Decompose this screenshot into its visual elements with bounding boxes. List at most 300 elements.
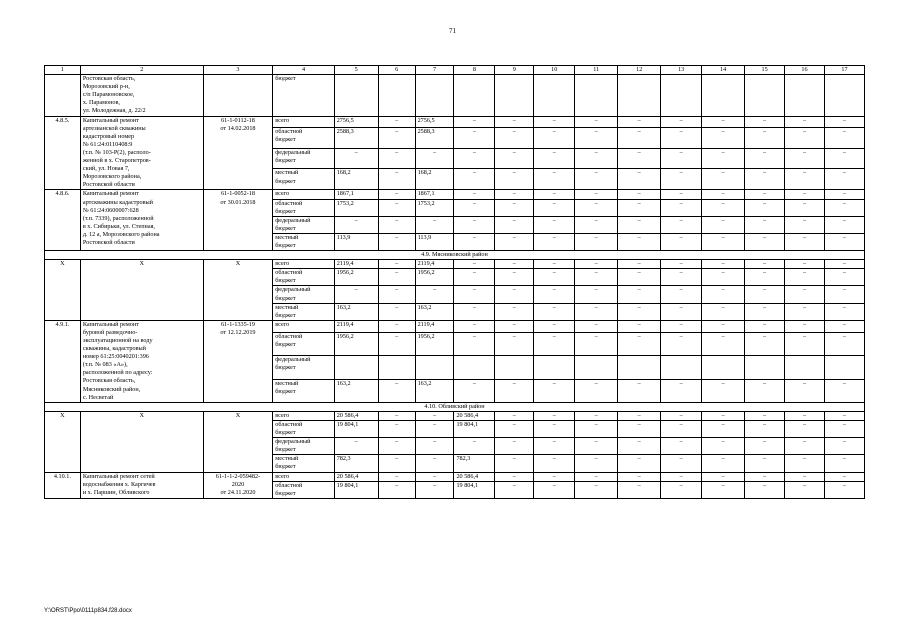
document-number: 61-1-0052-18 от 30.01.2018 xyxy=(203,190,273,251)
table-row xyxy=(45,260,865,269)
value-cell: – xyxy=(454,199,495,216)
document-number: 61-1-1335-19 от 12.12.2019 xyxy=(203,320,273,402)
object-name: Капитальный ремонт артскважины кадастровый № 61:24:0600007:628 (т.п. 7339), расположенной в х. Сибирьки, ул. Степная, д. 12 а, Морозовского района Ростовской области xyxy=(80,190,203,251)
value-cell: – xyxy=(702,438,745,455)
value-cell: – xyxy=(415,472,454,481)
value-cell: – xyxy=(824,438,864,455)
budget-source-label: федеральный бюджет xyxy=(273,438,334,455)
value-cell: – xyxy=(702,286,745,303)
value-cell: – xyxy=(785,455,825,472)
value-cell: – xyxy=(785,216,825,233)
value-cell: – xyxy=(534,169,575,190)
value-cell: – xyxy=(618,233,661,250)
value-cell xyxy=(534,356,575,379)
value-cell xyxy=(785,75,825,116)
object-name: Капитальный ремонт буровой разведочно- эксплуатационной на воду скважины, кадастровый номер 61:25:0040201:396 (т.п. № 083 «А»), расположенной по адресу: Ростовская область, Мясниковский район, с. Несветай xyxy=(80,320,203,402)
value-cell: – xyxy=(618,379,661,402)
section-row xyxy=(45,402,865,411)
value-cell: 20 586,4 xyxy=(454,472,495,481)
value-cell xyxy=(824,75,864,116)
value-cell: – xyxy=(702,233,745,250)
value-cell: – xyxy=(378,420,415,437)
column-number-cell: 2 xyxy=(80,66,203,75)
item-number: Х xyxy=(45,260,81,321)
value-cell: – xyxy=(824,269,864,286)
value-cell: – xyxy=(618,320,661,332)
value-cell: – xyxy=(495,190,534,199)
value-cell: – xyxy=(575,190,618,199)
value-cell: – xyxy=(495,116,534,127)
value-cell: – xyxy=(702,269,745,286)
budget-source-label: областной бюджет xyxy=(273,333,334,356)
value-cell: – xyxy=(534,127,575,148)
value-cell: – xyxy=(378,472,415,481)
value-cell xyxy=(334,356,378,379)
value-cell: 2588,3 xyxy=(415,127,454,148)
value-cell: 19 804,1 xyxy=(334,420,378,437)
budget-source-label: местный бюджет xyxy=(273,303,334,320)
value-cell: – xyxy=(745,438,785,455)
value-cell: – xyxy=(534,286,575,303)
value-cell: – xyxy=(575,269,618,286)
value-cell: – xyxy=(824,481,864,498)
value-cell: – xyxy=(378,481,415,498)
value-cell: – xyxy=(661,127,702,148)
value-cell: – xyxy=(495,411,534,420)
value-cell: – xyxy=(785,420,825,437)
value-cell: – xyxy=(534,260,575,269)
value-cell: 1956,2 xyxy=(415,269,454,286)
value-cell: – xyxy=(415,286,454,303)
value-cell: 1956,2 xyxy=(415,333,454,356)
value-cell: – xyxy=(534,411,575,420)
value-cell: – xyxy=(495,216,534,233)
value-cell xyxy=(575,356,618,379)
value-cell: – xyxy=(618,333,661,356)
value-cell xyxy=(745,75,785,116)
budget-source-label: федеральный бюджет xyxy=(273,216,334,233)
value-cell: 113,9 xyxy=(334,233,378,250)
section-title: 4.9. Мясниковский район xyxy=(45,251,865,260)
budget-source-label: местный бюджет xyxy=(273,169,334,190)
value-cell: – xyxy=(575,216,618,233)
item-number xyxy=(45,75,81,116)
value-cell: – xyxy=(702,260,745,269)
column-number-cell: 16 xyxy=(785,66,825,75)
value-cell: 1867,1 xyxy=(334,190,378,199)
value-cell: – xyxy=(575,148,618,169)
value-cell: – xyxy=(824,420,864,437)
value-cell: – xyxy=(378,199,415,216)
value-cell: – xyxy=(785,286,825,303)
value-cell: – xyxy=(415,420,454,437)
value-cell: – xyxy=(534,116,575,127)
value-cell: – xyxy=(454,320,495,332)
value-cell: – xyxy=(534,481,575,498)
column-number-cell: 3 xyxy=(203,66,273,75)
value-cell: 1867,1 xyxy=(415,190,454,199)
budget-source-label: федеральный бюджет xyxy=(273,286,334,303)
value-cell: – xyxy=(575,260,618,269)
budget-source-label: всего xyxy=(273,472,334,481)
value-cell: – xyxy=(824,320,864,332)
value-cell: – xyxy=(745,481,785,498)
value-cell: – xyxy=(661,190,702,199)
budget-source-label: всего xyxy=(273,411,334,420)
value-cell: – xyxy=(575,379,618,402)
value-cell: – xyxy=(785,481,825,498)
value-cell: – xyxy=(618,190,661,199)
item-number: 4.10.1. xyxy=(45,472,81,498)
value-cell: – xyxy=(702,472,745,481)
value-cell: 2119,4 xyxy=(415,260,454,269)
value-cell: – xyxy=(534,303,575,320)
value-cell: – xyxy=(661,260,702,269)
value-cell: – xyxy=(661,411,702,420)
value-cell: – xyxy=(378,169,415,190)
value-cell: 2119,4 xyxy=(334,320,378,332)
value-cell: – xyxy=(824,260,864,269)
value-cell: – xyxy=(534,190,575,199)
value-cell: – xyxy=(575,481,618,498)
budget-source-label: всего xyxy=(273,190,334,199)
value-cell: – xyxy=(618,169,661,190)
value-cell: 20 586,4 xyxy=(334,411,378,420)
column-number-cell: 13 xyxy=(661,66,702,75)
value-cell: – xyxy=(495,127,534,148)
value-cell: – xyxy=(378,379,415,402)
value-cell: – xyxy=(415,148,454,169)
value-cell: 2588,3 xyxy=(334,127,378,148)
value-cell: – xyxy=(618,148,661,169)
value-cell: – xyxy=(785,190,825,199)
column-number-cell: 5 xyxy=(334,66,378,75)
column-number-row xyxy=(45,66,865,75)
value-cell: – xyxy=(575,320,618,332)
column-number-cell: 8 xyxy=(454,66,495,75)
value-cell: – xyxy=(824,411,864,420)
value-cell: – xyxy=(824,333,864,356)
value-cell: – xyxy=(454,127,495,148)
value-cell: – xyxy=(661,116,702,127)
value-cell: – xyxy=(378,333,415,356)
column-number-cell: 4 xyxy=(273,66,334,75)
value-cell: – xyxy=(495,199,534,216)
value-cell: – xyxy=(495,379,534,402)
value-cell: – xyxy=(334,286,378,303)
value-cell: – xyxy=(785,127,825,148)
value-cell: – xyxy=(495,420,534,437)
value-cell: – xyxy=(661,379,702,402)
table-row xyxy=(45,190,865,199)
value-cell xyxy=(454,356,495,379)
value-cell: – xyxy=(618,260,661,269)
value-cell: – xyxy=(702,320,745,332)
value-cell: 163,2 xyxy=(334,303,378,320)
value-cell: – xyxy=(378,320,415,332)
table-row xyxy=(45,320,865,332)
value-cell: – xyxy=(454,233,495,250)
value-cell: – xyxy=(785,438,825,455)
value-cell: – xyxy=(378,116,415,127)
value-cell: 2119,4 xyxy=(415,320,454,332)
value-cell: – xyxy=(745,379,785,402)
object-name: Х xyxy=(80,260,203,321)
value-cell: – xyxy=(702,411,745,420)
value-cell: – xyxy=(454,190,495,199)
value-cell: – xyxy=(661,169,702,190)
value-cell: – xyxy=(785,472,825,481)
value-cell: 1956,2 xyxy=(334,333,378,356)
value-cell: 19 804,1 xyxy=(454,481,495,498)
value-cell: – xyxy=(618,303,661,320)
item-number: 4.9.1. xyxy=(45,320,81,402)
value-cell: 19 804,1 xyxy=(334,481,378,498)
value-cell xyxy=(661,75,702,116)
value-cell: – xyxy=(618,216,661,233)
value-cell: – xyxy=(415,411,454,420)
value-cell: – xyxy=(495,148,534,169)
value-cell: – xyxy=(824,286,864,303)
value-cell: – xyxy=(745,420,785,437)
value-cell xyxy=(378,356,415,379)
budget-source-label: местный бюджет xyxy=(273,455,334,472)
value-cell: 20 586,4 xyxy=(334,472,378,481)
value-cell: – xyxy=(661,472,702,481)
budget-source-label: областной бюджет xyxy=(273,127,334,148)
value-cell: – xyxy=(378,411,415,420)
value-cell xyxy=(745,356,785,379)
value-cell: – xyxy=(785,411,825,420)
value-cell: – xyxy=(745,411,785,420)
value-cell: 113,9 xyxy=(415,233,454,250)
section-title: 4.10. Обливский район xyxy=(45,402,865,411)
budget-source-label: областной бюджет xyxy=(273,420,334,437)
object-name: Капитальный ремонт артезианской скважины кадастровый номер № 61:24:0110408:9 (т.п. № 103-Р(2), располо- женной в х. Старопетров- ский, ул. Новая 7, Морозовского района, Ростовской области xyxy=(80,116,203,190)
value-cell: – xyxy=(702,216,745,233)
budget-source-label: всего xyxy=(273,260,334,269)
item-number: Х xyxy=(45,411,81,472)
table-row xyxy=(45,472,865,481)
value-cell: – xyxy=(824,455,864,472)
value-cell xyxy=(618,356,661,379)
value-cell: – xyxy=(785,303,825,320)
value-cell: – xyxy=(534,333,575,356)
value-cell: 163,2 xyxy=(415,379,454,402)
value-cell: – xyxy=(454,169,495,190)
value-cell: – xyxy=(575,286,618,303)
document-number: 61-1-1-2-059482- 2020 от 24.11.2020 xyxy=(203,472,273,498)
value-cell: – xyxy=(495,481,534,498)
value-cell: – xyxy=(575,169,618,190)
value-cell: – xyxy=(534,472,575,481)
value-cell: – xyxy=(661,269,702,286)
table-row xyxy=(45,411,865,420)
budget-source-label: бюджет xyxy=(273,75,334,116)
value-cell: – xyxy=(745,199,785,216)
value-cell: – xyxy=(575,333,618,356)
value-cell: 1753,2 xyxy=(334,199,378,216)
value-cell: 1753,2 xyxy=(415,199,454,216)
value-cell: – xyxy=(745,303,785,320)
value-cell: – xyxy=(745,260,785,269)
column-number-cell: 11 xyxy=(575,66,618,75)
value-cell: – xyxy=(495,169,534,190)
value-cell: 168,2 xyxy=(415,169,454,190)
value-cell: – xyxy=(702,379,745,402)
value-cell: – xyxy=(454,148,495,169)
file-path-footer: Y:\ORST\Ppo\0111p834.f28.docx xyxy=(44,608,132,614)
value-cell: – xyxy=(575,199,618,216)
value-cell: – xyxy=(745,169,785,190)
value-cell: – xyxy=(618,420,661,437)
budget-source-label: областной бюджет xyxy=(273,481,334,498)
value-cell: – xyxy=(495,286,534,303)
value-cell: – xyxy=(575,127,618,148)
value-cell: – xyxy=(454,303,495,320)
value-cell: – xyxy=(824,199,864,216)
value-cell: – xyxy=(785,269,825,286)
budget-source-label: местный бюджет xyxy=(273,379,334,402)
value-cell xyxy=(415,75,454,116)
value-cell: – xyxy=(618,481,661,498)
value-cell: – xyxy=(745,216,785,233)
value-cell: – xyxy=(618,116,661,127)
value-cell: – xyxy=(454,333,495,356)
value-cell: – xyxy=(824,233,864,250)
value-cell: – xyxy=(702,303,745,320)
value-cell xyxy=(702,356,745,379)
value-cell: – xyxy=(415,481,454,498)
value-cell: – xyxy=(702,481,745,498)
value-cell: – xyxy=(745,472,785,481)
column-number-cell: 15 xyxy=(745,66,785,75)
value-cell xyxy=(575,75,618,116)
value-cell: – xyxy=(661,216,702,233)
value-cell xyxy=(378,75,415,116)
value-cell: – xyxy=(534,320,575,332)
value-cell: – xyxy=(824,303,864,320)
budget-table xyxy=(44,65,865,499)
value-cell: – xyxy=(454,116,495,127)
budget-source-label: местный бюджет xyxy=(273,233,334,250)
value-cell: – xyxy=(618,286,661,303)
value-cell: – xyxy=(534,233,575,250)
document-number: 61-1-0112-18 от 14.02.2018 xyxy=(203,116,273,190)
budget-source-label: всего xyxy=(273,116,334,127)
value-cell: 782,3 xyxy=(334,455,378,472)
value-cell: – xyxy=(415,438,454,455)
value-cell: – xyxy=(454,216,495,233)
value-cell: – xyxy=(378,148,415,169)
value-cell: – xyxy=(378,455,415,472)
value-cell xyxy=(534,75,575,116)
value-cell: – xyxy=(661,199,702,216)
page-number: 71 xyxy=(449,27,456,35)
value-cell: – xyxy=(618,269,661,286)
value-cell: – xyxy=(702,116,745,127)
value-cell xyxy=(702,75,745,116)
object-name: Х xyxy=(80,411,203,472)
value-cell: – xyxy=(785,333,825,356)
value-cell: – xyxy=(702,148,745,169)
value-cell: – xyxy=(785,233,825,250)
value-cell: – xyxy=(702,420,745,437)
value-cell: – xyxy=(534,455,575,472)
column-number-cell: 14 xyxy=(702,66,745,75)
column-number-cell: 9 xyxy=(495,66,534,75)
column-number-cell: 10 xyxy=(534,66,575,75)
value-cell: – xyxy=(378,216,415,233)
value-cell: – xyxy=(575,303,618,320)
document-number: Х xyxy=(203,411,273,472)
value-cell: – xyxy=(534,420,575,437)
value-cell: – xyxy=(785,169,825,190)
table-row xyxy=(45,116,865,127)
value-cell: – xyxy=(824,169,864,190)
value-cell: – xyxy=(378,233,415,250)
value-cell: – xyxy=(702,333,745,356)
column-number-cell: 1 xyxy=(45,66,81,75)
value-cell: – xyxy=(378,438,415,455)
value-cell: – xyxy=(702,127,745,148)
value-cell: – xyxy=(824,216,864,233)
value-cell xyxy=(454,75,495,116)
value-cell: – xyxy=(378,127,415,148)
value-cell: – xyxy=(495,320,534,332)
value-cell: – xyxy=(495,303,534,320)
value-cell: – xyxy=(334,216,378,233)
value-cell: 163,2 xyxy=(334,379,378,402)
value-cell: – xyxy=(785,320,825,332)
value-cell xyxy=(785,356,825,379)
value-cell: – xyxy=(495,260,534,269)
value-cell: – xyxy=(745,148,785,169)
value-cell: – xyxy=(454,286,495,303)
value-cell: – xyxy=(702,455,745,472)
table-row xyxy=(45,75,865,116)
value-cell: – xyxy=(824,379,864,402)
value-cell: – xyxy=(661,333,702,356)
value-cell: – xyxy=(534,148,575,169)
value-cell: 1956,2 xyxy=(334,269,378,286)
budget-source-label: всего xyxy=(273,320,334,332)
value-cell: 2756,5 xyxy=(415,116,454,127)
value-cell: – xyxy=(745,269,785,286)
value-cell: – xyxy=(575,438,618,455)
value-cell: – xyxy=(495,438,534,455)
value-cell: – xyxy=(702,190,745,199)
value-cell: – xyxy=(575,411,618,420)
value-cell: – xyxy=(378,260,415,269)
column-number-cell: 12 xyxy=(618,66,661,75)
value-cell: 782,3 xyxy=(454,455,495,472)
value-cell: – xyxy=(702,199,745,216)
object-name: Ростовская область, Морозовский р-н, с/п Парамоновское, х. Парамонов, ул. Молодежная, д. 22/2 xyxy=(80,75,203,116)
value-cell xyxy=(495,356,534,379)
value-cell: – xyxy=(661,420,702,437)
value-cell: – xyxy=(454,379,495,402)
item-number: 4.8.5. xyxy=(45,116,81,190)
value-cell: – xyxy=(785,148,825,169)
value-cell xyxy=(415,356,454,379)
value-cell: – xyxy=(534,379,575,402)
value-cell: – xyxy=(618,411,661,420)
value-cell: – xyxy=(745,286,785,303)
value-cell: – xyxy=(702,169,745,190)
value-cell: 2119,4 xyxy=(334,260,378,269)
value-cell xyxy=(334,75,378,116)
